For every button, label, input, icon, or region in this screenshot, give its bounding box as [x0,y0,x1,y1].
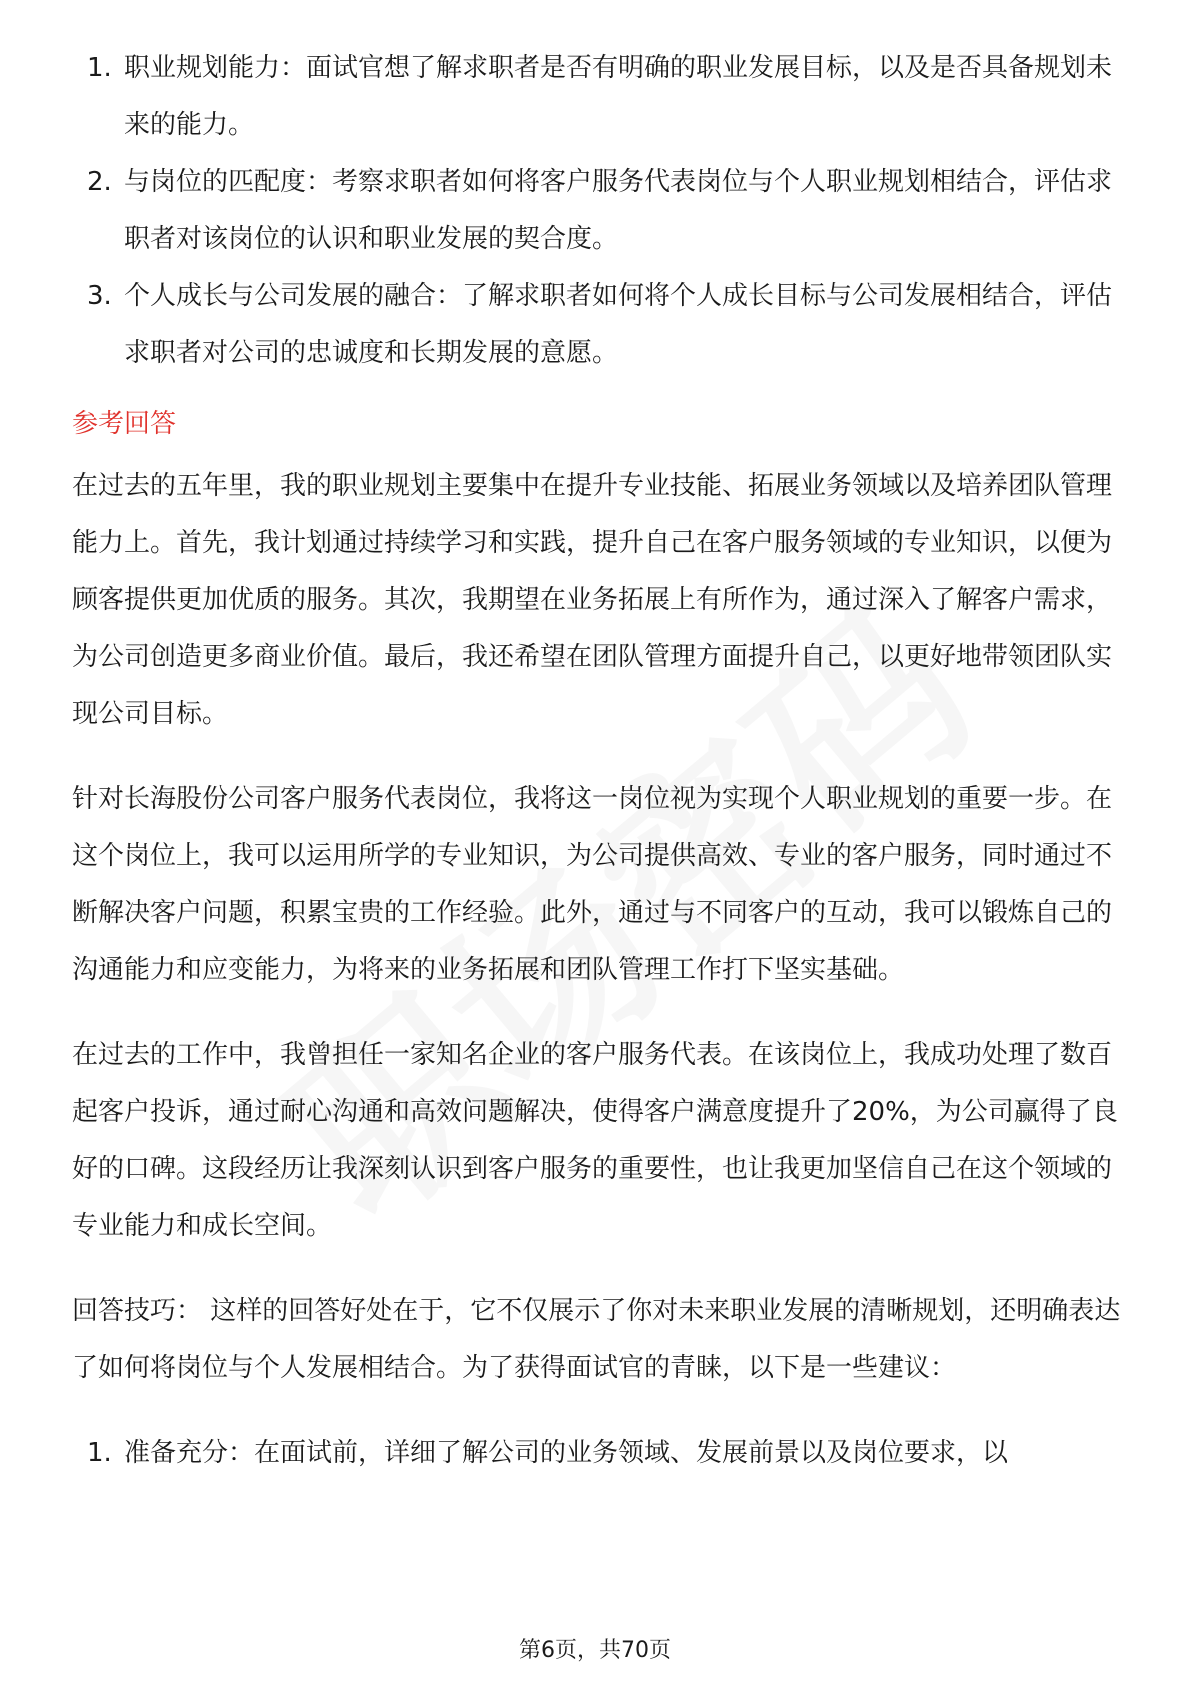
list-item-label: 职业规划能力： [124,53,307,83]
list-item-label: 准备充分： [124,1438,255,1468]
suggestions-list [72,1425,1122,1482]
paragraph: 在过去的工作中，我曾担任一家知名企业的客户服务代表。在该岗位上，我成功处理了数百起客户投诉，通过耐心沟通和高效问题解决，使得客户满意度提升了20%，为公司赢得了良好的口碑。这段经历让我深刻认识到客户服务的重要性，也让我更加坚信自己在这个领域的专业能力和成长空间。 [72,1040,1118,1241]
criteria-list [72,40,1122,382]
list-item [72,268,1122,382]
answer-tips-paragraph: 回答技巧： 这样的回答好处在于，它不仅展示了你对未来职业发展的清晰规划，还明确表达了如何将岗位与个人发展相结合。为了获得面试官的青睐，以下是一些建议： [72,1296,1121,1383]
list-item [72,40,1122,154]
paragraph: 针对长海股份公司客户服务代表岗位，我将这一岗位视为实现个人职业规划的重要一步。在这个岗位上，我可以运用所学的专业知识，为公司提供高效、专业的客户服务，同时通过不断解决客户问题，积累宝贵的工作经验。此外，通过与不同客户的互动，我可以锻炼自己的沟通能力和应变能力，为将来的业务拓展和团队管理工作打下坚实基础。 [72,784,1113,985]
section-title: 参考回答 [72,409,177,439]
list-item-text: 考察求职者如何将客户服务代表岗位与个人职业规划相结合，评估求职者对该岗位的认识和职业发展的契合度。 [124,167,1113,254]
list-item-text: 在面试前，详细了解公司的业务领域、发展前景以及岗位要求，以 [254,1438,1009,1468]
list-item-text: 了解求职者如何将个人成长目标与公司发展相结合，评估求职者对公司的忠诚度和长期发展的意愿。 [124,281,1113,368]
list-item-number: 1. [87,1438,112,1468]
list-item-label: 个人成长与公司发展的融合： [124,281,463,311]
list-item [72,154,1122,268]
list-item-text: 面试官想了解求职者是否有明确的职业发展目标，以及是否具备规划未来的能力。 [124,53,1113,140]
list-item-number: 2. [87,167,112,197]
page-content [72,40,1122,1482]
page-number-footer: 第6页，共70页 [519,1638,671,1663]
list-item-label: 与岗位的匹配度： [124,167,333,197]
list-item-number: 3. [87,281,112,311]
paragraph: 在过去的五年里，我的职业规划主要集中在提升专业技能、拓展业务领域以及培养团队管理能力上。首先，我计划通过持续学习和实践，提升自己在客户服务领域的专业知识，以便为顾客提供更加优质的服务。其次，我期望在业务拓展上有所作为，通过深入了解客户需求，为公司创造更多商业价值。最后，我还希望在团队管理方面提升自己，以更好地带领团队实现公司目标。 [72,471,1113,729]
list-item [72,1425,1122,1482]
list-item-number: 1. [87,53,112,83]
